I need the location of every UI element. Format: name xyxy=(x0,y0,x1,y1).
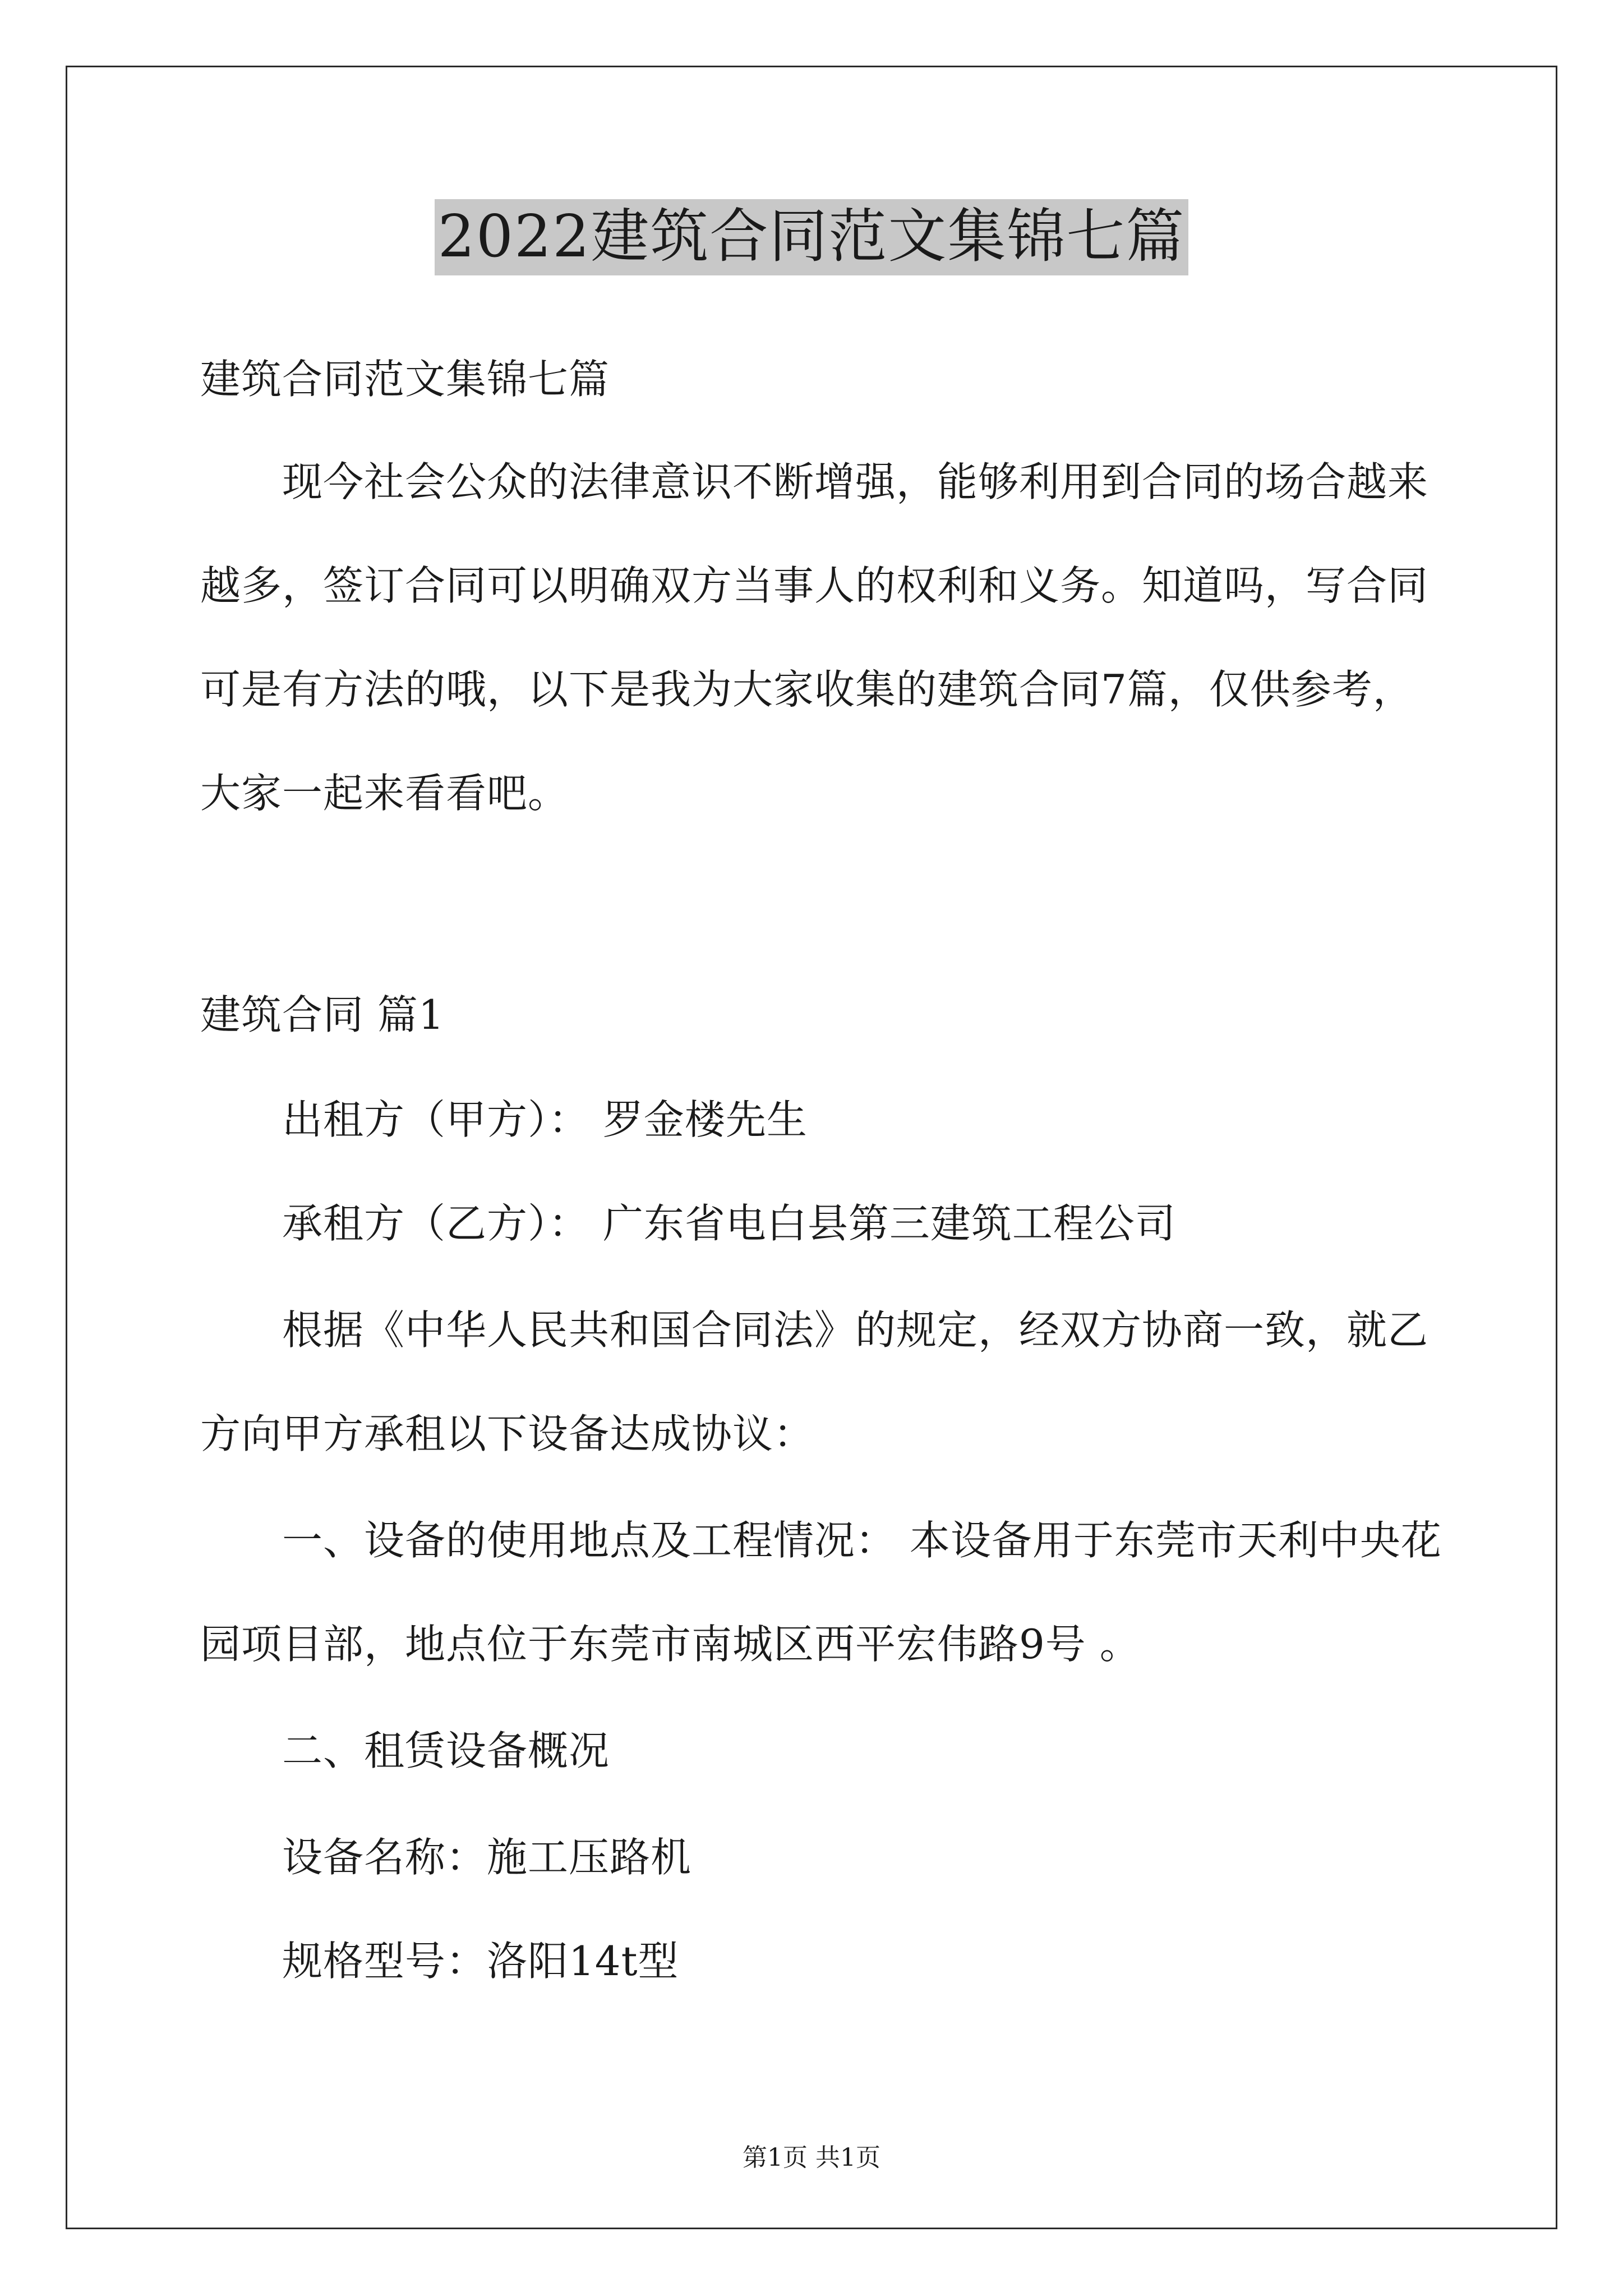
clause-two-heading: 二、租赁设备概况 xyxy=(282,1727,610,1774)
equipment-name-line: 设备名称：施工压路机 xyxy=(282,1834,692,1881)
document-title xyxy=(0,199,1623,275)
intro-line-4: 大家一起来看看吧。 xyxy=(200,770,569,817)
clause-one-line-1: 一、设备的使用地点及工程情况： 本设备用于东莞市天利中央花 xyxy=(282,1517,1442,1564)
basis-line-1: 根据《中华人民共和国合同法》的规定，经双方协商一致，就乙 xyxy=(282,1306,1429,1354)
lessee-line: 承租方（乙方）： 广东省电白县第三建筑工程公司 xyxy=(282,1200,1176,1247)
page-footer: 第1页 共1页 xyxy=(743,2143,880,2172)
lessor-line: 出租方（甲方）： 罗金楼先生 xyxy=(282,1096,808,1143)
section-heading: 建筑合同 篇1 xyxy=(200,991,445,1038)
intro-line-3: 可是有方法的哦，以下是我为大家收集的建筑合同7篇，仅供参考， xyxy=(200,666,1414,713)
document-subtitle: 建筑合同范文集锦七篇 xyxy=(200,356,610,403)
clause-one-line-2: 园项目部，地点位于东莞市南城区西平宏伟路9号 。 xyxy=(200,1621,1141,1668)
equipment-model-line: 规格型号：洛阳14t型 xyxy=(282,1938,679,1985)
basis-line-2: 方向甲方承租以下设备达成协议： xyxy=(200,1410,815,1457)
document-title-text: 2022建筑合同范文集锦七篇 xyxy=(435,199,1189,275)
intro-line-1: 现今社会公众的法律意识不断增强，能够利用到合同的场合越来 xyxy=(282,458,1429,505)
intro-line-2: 越多，签订合同可以明确双方当事人的权利和义务。知道吗，写合同 xyxy=(200,562,1429,609)
